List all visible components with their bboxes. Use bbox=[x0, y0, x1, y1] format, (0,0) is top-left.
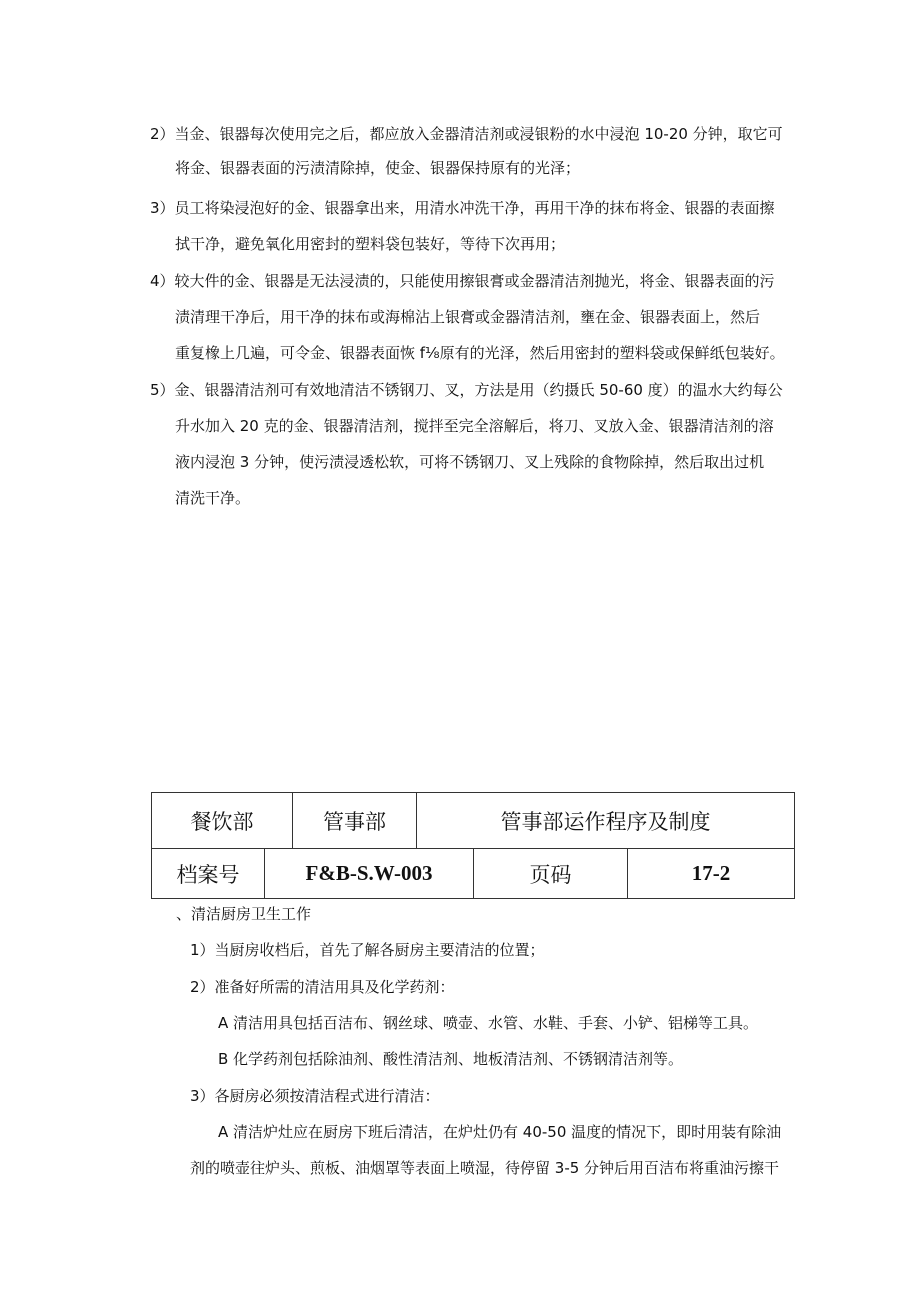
section-cell: 管事部 bbox=[293, 793, 417, 849]
item-5-line-3: 液内浸泡 3 分钟，使污渍浸透松软，可将不锈钢刀、叉上残除的食物除掉，然后取出过机 bbox=[175, 453, 765, 471]
document-header-table bbox=[151, 792, 795, 899]
step-1: 1）当厨房收档后，首先了解各厨房主要清洁的位置； bbox=[190, 941, 545, 959]
item-5-line-1: 5）金、银器清洁剂可有效地清洁不锈钢刀、叉，方法是用（约摄氏 50-60 度）的温水大约每公 bbox=[150, 381, 783, 399]
page-label: 页码 bbox=[474, 849, 628, 899]
item-2-line-2: 将金、银器表面的污渍清除掉，使金、银器保持原有的光泽； bbox=[175, 159, 581, 177]
file-number-value: F&B-S.W-003 bbox=[265, 849, 474, 899]
department-cell: 餐饮部 bbox=[152, 793, 293, 849]
step-2: 2）准备好所需的清洁用具及化学药剂： bbox=[190, 978, 455, 996]
step-2b: B 化学药剂包括除油剂、酸性清洁剂、地板清洁剂、不锈钢清洁剂等。 bbox=[218, 1050, 684, 1068]
page-number-value: 17-2 bbox=[628, 849, 795, 899]
item-5-line-4: 清洗干净。 bbox=[175, 489, 251, 507]
section-heading: 、清洁厨房卫生工作 bbox=[176, 905, 312, 923]
item-4-line-1: 4）较大件的金、银器是无法浸渍的，只能使用擦银膏或金器清洁剂抛光，将金、银器表面的污 bbox=[150, 272, 775, 290]
step-3a-line-1: A 清洁炉灶应在厨房下班后清洁，在炉灶仍有 40-50 温度的情况下，即时用装有除油 bbox=[218, 1123, 782, 1141]
file-number-label: 档案号 bbox=[152, 849, 265, 899]
step-2a: A 清洁用具包括百洁布、钢丝球、喷壶、水管、水鞋、手套、小铲、铝梯等工具。 bbox=[218, 1014, 759, 1032]
item-2-line-1: 2）当金、银器每次使用完之后，都应放入金器清洁剂或浸银粉的水中浸泡 10-20 分钟，取它可 bbox=[150, 125, 783, 143]
item-5-line-2: 升水加入 20 克的金、银器清洁剂，搅拌至完全溶解后，将刀、叉放入金、银器清洁剂的溶 bbox=[175, 417, 774, 435]
document-title-cell: 管事部运作程序及制度 bbox=[417, 793, 795, 849]
step-3a-line-2: 剂的喷壶往炉头、煎板、油烟罩等表面上喷湿，待停留 3-5 分钟后用百洁布将重油污擦干 bbox=[190, 1159, 780, 1177]
item-3-line-2: 拭干净，避免氧化用密封的塑料袋包装好，等待下次再用； bbox=[175, 235, 566, 253]
step-3: 3）各厨房必须按清洁程式进行清洁： bbox=[190, 1087, 440, 1105]
item-4-line-2: 渍清理干净后，用干净的抹布或海棉沾上银膏或金器清洁剂，壅在金、银器表面上，然后 bbox=[175, 308, 761, 326]
item-4-line-3: 重复橡上几遍，可令金、银器表面恢 f⅛原有的光泽，然后用密封的塑料袋或保鲜纸包装好。 bbox=[175, 344, 785, 362]
item-3-line-1: 3）员工将染浸泡好的金、银器拿出来，用清水冲洗干净，再用干净的抹布将金、银器的表面擦 bbox=[150, 199, 775, 217]
